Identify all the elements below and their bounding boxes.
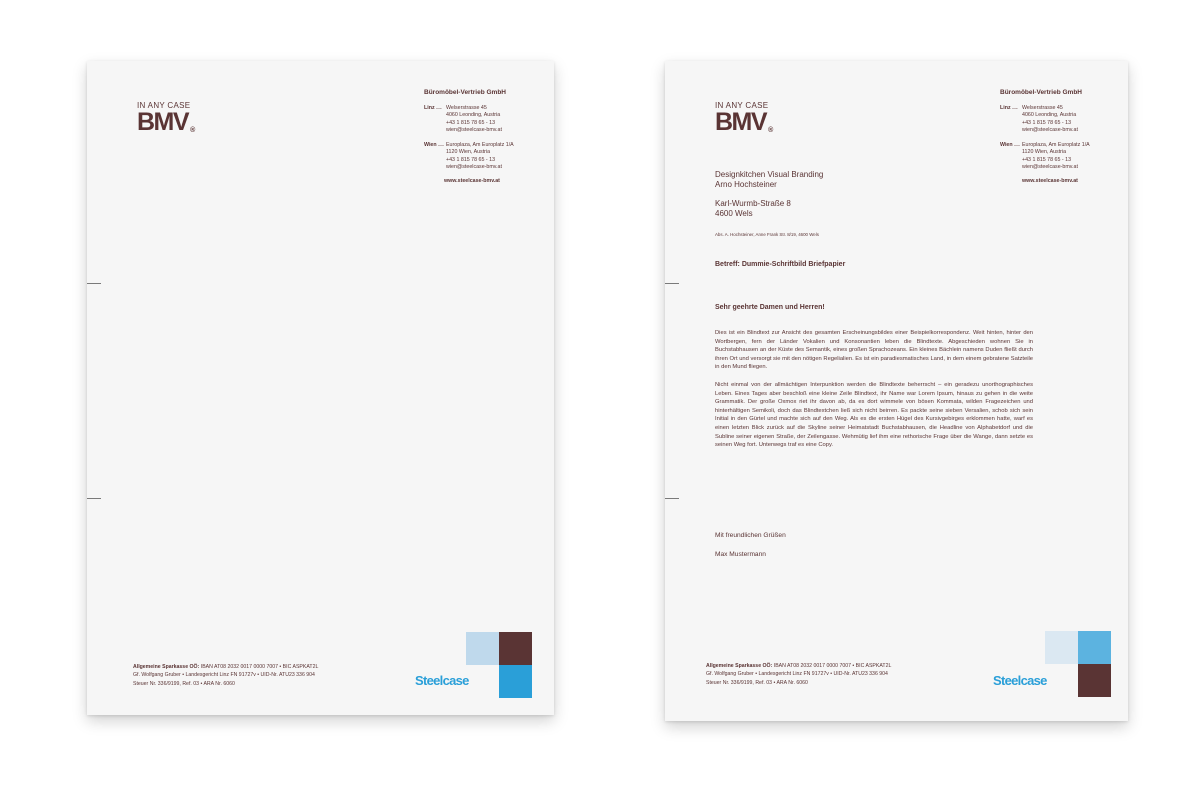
bank-details: IBAN AT08 2032 0017 0000 7007 • BIC ASPKAT2L — [200, 664, 319, 670]
office-wien — [1000, 142, 1090, 172]
office-line: Welserstrasse 45 — [1022, 105, 1063, 111]
office-city: Linz ...... — [424, 105, 441, 112]
brand-block-brown — [499, 632, 532, 665]
office-line: Europlaza, Am Europlatz 1/A — [446, 142, 514, 148]
footer-line: Gf. Wolfgang Gruber • Landesgericht Linz FN 91727v • UID-Nr. ATU23 336 904 — [706, 671, 888, 678]
address-city: 4600 Wels — [715, 209, 753, 218]
office-line: 1120 Wien, Austria — [1022, 149, 1067, 156]
office-line: +43 1 815 78 65 - 13 — [446, 156, 496, 163]
office-line: 1120 Wien, Austria — [446, 149, 491, 156]
address-street: Karl-Wurmb-Straße 8 — [715, 199, 791, 208]
office-email: wien@steelcase-bmv.at — [446, 127, 502, 134]
office-city: Wien ...... — [424, 142, 443, 149]
steelcase-logo: Steelcase — [415, 673, 469, 688]
brand-block-brown — [1078, 664, 1111, 697]
tagline: IN ANY CASE — [137, 101, 191, 110]
website: www.steelcase-bmv.at — [1022, 178, 1078, 184]
recipient-name: Arno Hochsteiner — [715, 180, 777, 189]
office-city: Wien ...... — [1000, 142, 1019, 149]
office-linz — [1000, 105, 1078, 135]
office-line: Welserstrasse 45 — [446, 105, 487, 111]
signature-name: Max Mustermann — [715, 551, 766, 558]
registered-mark: ® — [190, 127, 196, 134]
office-line: 4060 Leonding, Austria — [446, 112, 501, 119]
recipient-company: Designkitchen Visual Branding — [715, 170, 824, 179]
brand-block-light-blue — [466, 632, 499, 665]
office-line: +43 1 815 78 65 - 13 — [446, 119, 496, 126]
office-email: wien@steelcase-bmv.at — [1022, 127, 1078, 134]
footer-line: Steuer Nr. 336/9199, Ref. 03 • ARA Nr. 6060 — [133, 680, 235, 687]
office-line: Europlaza, Am Europlatz 1/A — [1022, 142, 1090, 148]
logo-text: BMV — [715, 108, 767, 136]
brand-block-light-blue — [1045, 631, 1078, 664]
office-linz — [424, 105, 502, 135]
office-email: wien@steelcase-bmv.at — [446, 164, 502, 171]
company-name: Büromöbel-Vertrieb GmbH — [1000, 89, 1082, 96]
fold-mark-bottom — [665, 498, 679, 499]
recipient-block — [715, 170, 823, 190]
tagline: IN ANY CASE — [715, 101, 769, 110]
fold-mark-top — [87, 283, 101, 284]
salutation: Sehr geehrte Damen und Herren! — [715, 304, 825, 311]
bmv-logo — [715, 109, 773, 144]
brand-block-blue — [499, 665, 532, 698]
recipient-address — [715, 199, 791, 219]
fold-mark-bottom — [87, 498, 101, 499]
office-line: +43 1 815 78 65 - 13 — [1022, 119, 1072, 126]
office-city: Linz ...... — [1000, 105, 1017, 112]
fold-mark-top — [665, 283, 679, 284]
footer-line: Gf. Wolfgang Gruber • Landesgericht Linz FN 91727v • UID-Nr. ATU23 336 904 — [133, 672, 315, 679]
footer-line: Steuer Nr. 336/9199, Ref. 03 • ARA Nr. 6060 — [706, 679, 808, 686]
letter-sheet — [665, 61, 1128, 721]
website: www.steelcase-bmv.at — [444, 178, 500, 184]
office-email: wien@steelcase-bmv.at — [1022, 164, 1078, 171]
bmv-logo — [137, 109, 195, 144]
company-name: Büromöbel-Vertrieb GmbH — [424, 89, 506, 96]
office-wien — [424, 142, 514, 172]
subject-line: Betreff: Dummie-Schriftbild Briefpapier — [715, 261, 846, 268]
registered-mark: ® — [768, 127, 774, 134]
letterhead-blank-sheet — [87, 61, 554, 715]
footer — [133, 663, 318, 688]
sender-line: Abs. A. Hochsteiner, Anne Frank Str. 8/19, 4600 Wels — [715, 232, 819, 237]
bank-label: Allgemeine Sparkasse OÖ: — [706, 663, 773, 669]
office-line: +43 1 815 78 65 - 13 — [1022, 156, 1072, 163]
footer — [706, 662, 891, 687]
brand-block-mid-blue — [1078, 631, 1111, 664]
logo-text: BMV — [137, 108, 189, 136]
closing: Mit freundlichen Grüßen — [715, 532, 786, 539]
steelcase-logo: Steelcase — [993, 673, 1047, 688]
bank-details: IBAN AT08 2032 0017 0000 7007 • BIC ASPKAT2L — [773, 663, 892, 669]
body-paragraph-1: Dies ist ein Blindtext zur Ansicht des gesamten Erscheinungsbildes einer Beispielkorrespondenz. Weit hinten, hinter den Wortbergen, fern der Länder Vokalien und Konsonantien leben die Blindtexte. Abgeschieden wohnen Sie in Buchstabhausen an der Küste des Semantik, eines großen Sprachozeans. Ein kleines Bächlein namens Duden fließt durch ihren Ort und versorgt sie mit den nötigen Regelialien. Es ist ein paradiesmatisches Land, in dem einem gebratene Satzteile in den Mund fliegen. — [715, 330, 1033, 371]
office-line: 4060 Leonding, Austria — [1022, 112, 1077, 119]
bank-label: Allgemeine Sparkasse OÖ: — [133, 664, 200, 670]
body-paragraph-2: Nicht einmal von der allmächtigen Interpunktion werden die Blindtexte beherrscht – ein geradezu unorthographisches Leben. Eines Tages aber beschloß eine kleine Zeile Blindtext, ihr Name war Lorem Ipsum, hinaus zu gehen in die weite Grammatik. Der große Oxmox riet ihr davon ab, da es dort wimmele von bösen Kommata, wilden Fragezeichen und hinterhältigen Semikoli, doch das Blindtextchen ließ sich nicht beirren. Es packte seine sieben Versalien, schob sich sein Initial in den Gürtel und machte sich auf den Weg. Als es die ersten Hügel des Kursivgebirges erklommen hatte, warf es einen letzten Blick zurück auf die Skyline seiner Heimatstadt Buchstabhausen, die Headline von Alphabetdorf und die Subline seiner eigenen Straße, der Zeilengasse. Wehmütig lief ihm eine rethorische Frage über die Wange, dann setzte es seinen Weg fort. Unterwegs traf es eine Copy. — [715, 382, 1033, 449]
